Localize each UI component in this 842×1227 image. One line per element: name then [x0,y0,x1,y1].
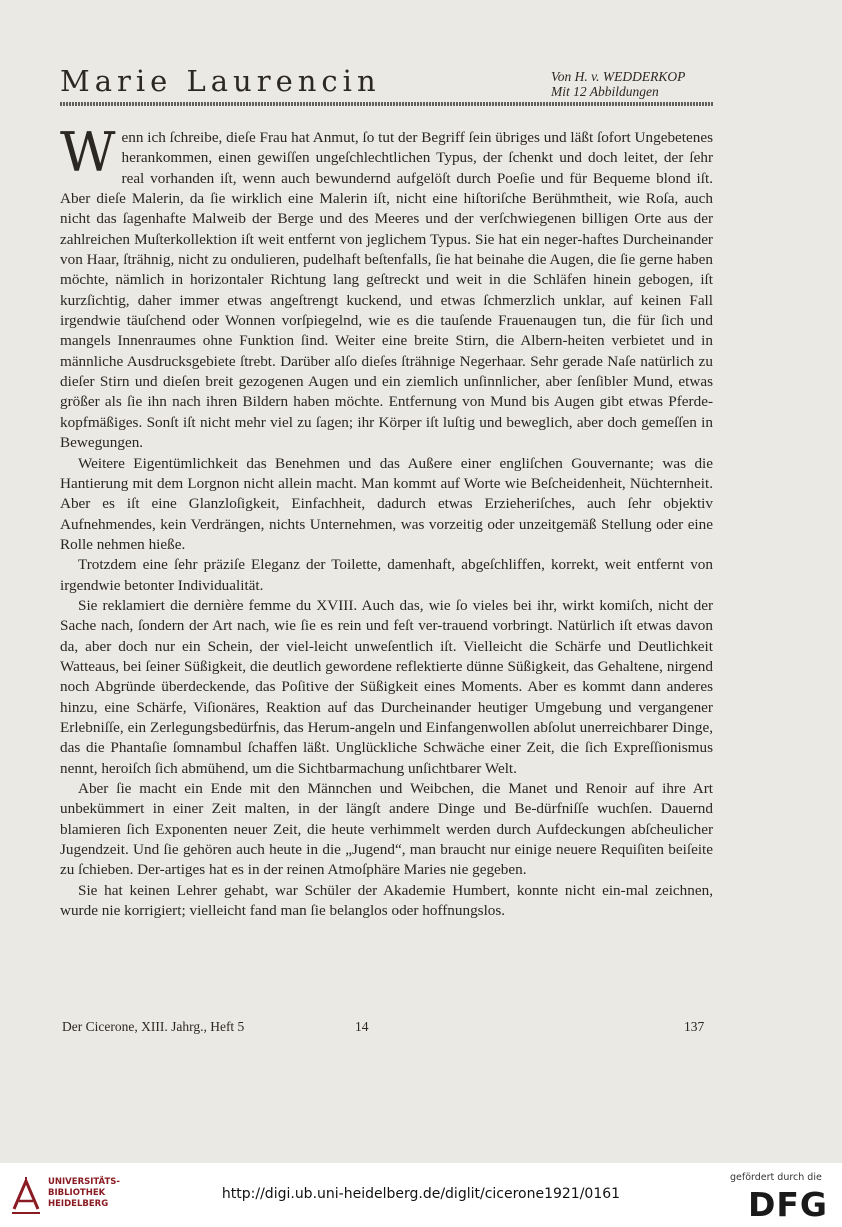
article-title: Marie Laurencin [60,64,381,98]
article-body [60,121,713,921]
drop-cap: W [60,121,116,184]
paragraph: Aber ſie macht ein Ende mit den Männchen und Weibchen, die Manet und Renoir auf ihre Art unbekümmert in einer Zeit malten, in der längſt andere Dinge und Be-dürfniſſe wuchſen. Dauernd blamieren ſich Exponenten neuer Zeit, die heute verhimmelt werden durch Aufdeckungen abſcheulicher Jugendzeit. Und ſie gehören auch heute in die „Jugend“, man braucht nur einige neuere Requiſiten beiſeite zu ſchieben. Der-artiges hat es in der reinen Atmoſphäre Maries nie gegeben. [60,780,713,879]
journal-reference: Der Cicerone, XIII. Jahrg., Heft 5 [62,1019,245,1034]
paragraph: Trotzdem eine ſehr präziſe Eleganz der Toilette, damenhaft, abgeſchliffen, korrekt, weit entfernt von irgendwie betonter Individualität. [60,556,713,594]
paragraph-text: enn ich ſchreibe, dieſe Frau hat Anmut, ſo tut der Begriff ſein übriges und läßt ſofort Ungebetenes herankommen, einen gewiſſen ungeſchlechtlichen Typus, der ſchenkt und doch leitet, der ſehr real vorhanden iſt, wenn auch bewundernd aufgelöſt durch Poeſie und für Bequeme blond iſt. Aber dieſe Malerin, da ſie wirklich eine Malerin iſt, nicht eine hiſtoriſche Berühmtheit, wie Roſa, auch nicht das ſagenhafte Malweib der Berge und des Meeres und der verſchwiegenen billigen Orte aus der zahlreichen Muſterkollektion iſt weit entfernt von jeglichem Typus. Sie hat ein neger-haftes Durcheinander von Haar, ſträhnig, nicht zu ondulieren, pudelhaft beſtenfalls, ſie hat beinahe die Augen, die ſie gerne haben möchte, nämlich in horizontaler Richtung lang geſtreckt und weit in die Schläfen hinein gebogen, iſt kurzſichtig, daher immer etwas angeſtrengt kuckend, und etwas ſchmerzlich unklar, auf keinen Fall irgendwie täuſchend oder Wonnen vorſpiegelnd, wie es die tauſende Frauenaugen tun, die für ſich und mangels Innenraumes ohne Funktion ſind. Weiter eine breite Stirn, die Albern-heiten verbietet und in männliche Ausdrucksgebiete ſtrebt. Darüber alſo dieſes ſträhnige Negerhaar. Sehr gerade Naſe natürlich zu dieſer Stirn und dieſen breit gezogenen Augen und ein ziemlich unſinnlicher, aber ſenſibler Mund, etwas größer als ſie ihn nach ihren Bildern haben möchte. Entfernung von Mund bis Augen gibt etwas Pferde-kopfmäßiges. Sonſt iſt nicht mehr viel zu ſagen; ihr Körper iſt luſtig und beweglich, aber doch gemeſſen in Bewegungen. [60,129,713,452]
dfg-logo: DFG [748,1185,829,1224]
paragraph [60,121,713,454]
paragraph: Sie reklamiert die dernière femme du XVIII. Auch das, wie ſo vieles bei ihr, wirkt komiſch, nicht der Sache nach, ſondern der Art nach, wie ſie es rein und feſt ver-trauend vorbringt. Natürlich iſt etwas davon da, aber doch nur ein Schein, der viel-leicht unweſentlich iſt. Vielleicht die Schärfe und Deutlichkeit Watteaus, bei ſeiner Süßigkeit, die deutlich gewordene reflektierte dünne Süßigkeit, das Gehaltene, nirgend noch Abgründe überdeckende, das Poſitive der Süßigkeit eines Moments. Aber es kommt dann anderes hinzu, eine Schärfe, Viſionäres, Reaktion auf das Durcheinander heutiger Umgebung und vergangener Erlebniſſe, ein Zerlegungsbedürfnis, das Herum-angeln und Einfangenwollen abſolut unerreichbarer Dinge, das die Phantaſie ſomnambul ſchaffen läßt. Unglückliche Schwäche einer Zeit, die ſich Expreſſionismus nennt, heroiſch ſich abmühend, um die Sichtbarmachung unſichtbarer Welt. [60,596,713,777]
illustration-count: Mit 12 Abbildungen [551,84,659,99]
author-byline [551,69,685,99]
dotted-divider [60,102,714,106]
library-name-line: UNIVERSITÄTS- [48,1177,120,1187]
paragraph: Weitere Eigentümlichkeit das Benehmen und das Außere einer engliſchen Gouvernante; was die Hantierung mit dem Lorgnon nicht allein macht. Man kommt auf Worte wie Beſcheidenheit, Nüchternheit. Aber es iſt eine Glanzloſigkeit, Einfachheit, dadurch etwas Erzieheriſches, auch ſehr objektiv Aufnehmendes, kein Verdrängen, nichts Unternehmen, was vorzeitig oder unzeitgemäß Stellung oder eine Rolle nehmen hieße. [60,454,713,553]
author-name: Von H. v. WEDDERKOP [551,69,686,84]
library-name-line: HEIDELBERG [48,1199,109,1209]
funding-note: gefördert durch die [730,1172,822,1183]
page-number: 137 [684,1019,705,1034]
paragraph: Sie hat keinen Lehrer gehabt, war Schüler der Akademie Humbert, konnte nicht ein-mal zeichnen, wurde nie korrigiert; vielleicht fand man ſie belanglos oder hoffnungslos. [60,881,713,920]
source-url-link[interactable]: http://digi.ub.uni-heidelberg.de/diglit/cicerone1921/0161 [221,1186,621,1202]
signature-mark: 14 [355,1019,369,1034]
library-name-line: BIBLIOTHEK [48,1188,106,1198]
